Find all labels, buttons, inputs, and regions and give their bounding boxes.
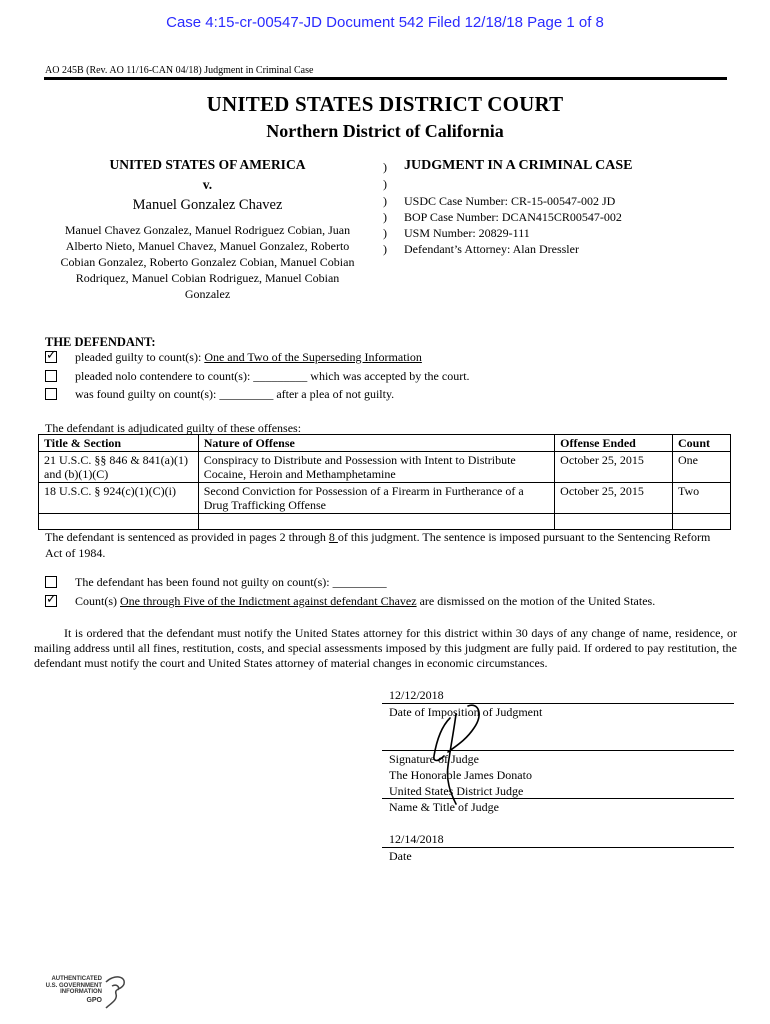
judgment-title: JUDGMENT IN A CRIMINAL CASE [404, 158, 633, 173]
sentence-pages: 8 [328, 530, 338, 544]
bop-case-number: BOP Case Number: DCAN415CR00547-002 [404, 210, 622, 224]
found-guilty-label: was found guilty on count(s): _________ after a plea of not guilty. [75, 387, 395, 401]
dismissed-counts: One through Five of the Indictment against defendant Chavez [120, 594, 417, 608]
header-offense-ended: Offense Ended [555, 435, 673, 452]
offense-ended: October 25, 2015 [555, 452, 673, 483]
header-count: Count [673, 435, 731, 452]
caption-paren: ) [383, 160, 387, 174]
offenses-table [38, 434, 731, 530]
offenses-header-row [39, 435, 731, 452]
defendant-aliases: Manuel Chavez Gonzalez, Manuel Rodriguez Cobian, Juan Alberto Nieto, Manuel Chavez, Manuel Gonzalez, Roberto Cobian Gonzalez, Roberto Gonzalez Cobian, Manuel Cobian Rodriquez, Manuel Cobian Rodriguez, Manuel Cobian Gonzalez [60, 223, 355, 301]
case-info [404, 193, 622, 257]
usm-number: USM Number: 20829-111 [404, 226, 530, 240]
signature-rule [382, 750, 734, 751]
offense-title-section: 18 U.S.C. § 924(c)(1)(C)(i) [39, 483, 199, 514]
ecf-header: Case 4:15-cr-00547-JD Document 542 Filed 12/18/18 Page 1 of 8 [166, 14, 604, 31]
imposition-date: 12/12/2018 [389, 688, 444, 702]
offense-ended: October 25, 2015 [555, 483, 673, 514]
table-row-empty [39, 514, 731, 530]
header-title-section: Title & Section [39, 435, 199, 452]
nolo-checkbox[interactable] [45, 370, 57, 382]
offense-count: One [673, 452, 731, 483]
offense-nature: Second Conviction for Possession of a Firearm in Furtherance of a Drug Trafficking Offense [198, 483, 554, 514]
name-title-rule [382, 798, 734, 799]
gpo-line-2: U.S. GOVERNMENT [45, 982, 102, 989]
sentence-part1: The defendant is sentenced as provided in pages 2 through [45, 530, 329, 544]
gpo-authentication-seal [40, 974, 130, 1010]
judge-title: United States District Judge [389, 784, 524, 798]
caption-paren: ) [383, 242, 387, 256]
dismissed-suffix: are dismissed on the motion of the United States. [416, 594, 656, 608]
caption-paren: ) [383, 210, 387, 224]
court-name: UNITED STATES DISTRICT COURT [206, 92, 564, 116]
eagle-icon [102, 974, 128, 1010]
dismissed-prefix: Count(s) [75, 594, 120, 608]
dismissed-checkbox[interactable] [45, 595, 57, 607]
form-id: AO 245B (Rev. AO 11/16-CAN 04/18) Judgment in Criminal Case [45, 65, 314, 76]
offense-title-section: 21 U.S.C. §§ 846 & 841(a)(1) and (b)(1)(C) [39, 452, 199, 483]
sentence-text [45, 529, 725, 561]
pleaded-guilty-counts: One and Two of the Superseding Information [204, 350, 422, 364]
defendant-attorney: Defendant’s Attorney: Alan Dressler [404, 242, 579, 256]
usdc-case-number: USDC Case Number: CR-15-00547-002 JD [404, 194, 616, 208]
found-guilty-checkbox[interactable] [45, 388, 57, 400]
signature-label: Signature of Judge [389, 752, 479, 766]
form-rule [44, 77, 727, 80]
defendant-name: Manuel Gonzalez Chavez [132, 197, 283, 213]
name-title-label: Name & Title of Judge [389, 800, 499, 814]
defendant-heading: THE DEFENDANT: [45, 335, 156, 349]
nolo-label: pleaded nolo contendere to count(s): _________ which was accepted by the court. [75, 369, 470, 383]
table-row [39, 452, 731, 483]
date-label: Date [389, 849, 412, 863]
caption-paren: ) [383, 194, 387, 208]
court-district: Northern District of California [266, 121, 504, 141]
gpo-line-3: INFORMATION [60, 989, 102, 995]
gpo-line-4: GPO [86, 996, 102, 1004]
gpo-line-1: AUTHENTICATED [51, 976, 102, 982]
case-caption [55, 157, 360, 302]
sentence-part2: of this judgment. The sentence is imposed pursuant to the Sentencing Reform Act of 1984. [45, 530, 711, 560]
offenses-intro: The defendant is adjudicated guilty of these offenses: [45, 421, 302, 435]
signature-date: 12/14/2018 [389, 832, 444, 846]
pleaded-guilty-checkbox[interactable] [45, 351, 57, 363]
caption-paren: ) [383, 177, 387, 191]
imposition-label: Date of Imposition of Judgment [389, 705, 543, 719]
not-guilty-checkbox[interactable] [45, 576, 57, 588]
caption-paren: ) [383, 226, 387, 240]
versus: v. [202, 177, 213, 192]
offense-count: Two [673, 483, 731, 514]
table-row [39, 483, 731, 514]
pleaded-guilty-label: pleaded guilty to count(s): [75, 350, 205, 364]
not-guilty-label: The defendant has been found not guilty on count(s): _________ [75, 575, 387, 589]
date-rule [382, 847, 734, 848]
judge-name: The Honorable James Donato [389, 768, 532, 782]
order-paragraph: It is ordered that the defendant must notify the United States attorney for this district within 30 days of any change of name, residence, or mailing address until all fines, restitution, costs, and special assessments imposed by this judgment are fully paid. If ordered to pay restitution, the defendant must notify the court and United States attorney of material changes in economic circumstances. [34, 626, 737, 670]
header-nature: Nature of Offense [198, 435, 554, 452]
plaintiff: UNITED STATES OF AMERICA [109, 157, 306, 172]
offense-nature: Conspiracy to Distribute and Possession with Intent to Distribute Cocaine, Heroin and Methamphetamine [198, 452, 554, 483]
